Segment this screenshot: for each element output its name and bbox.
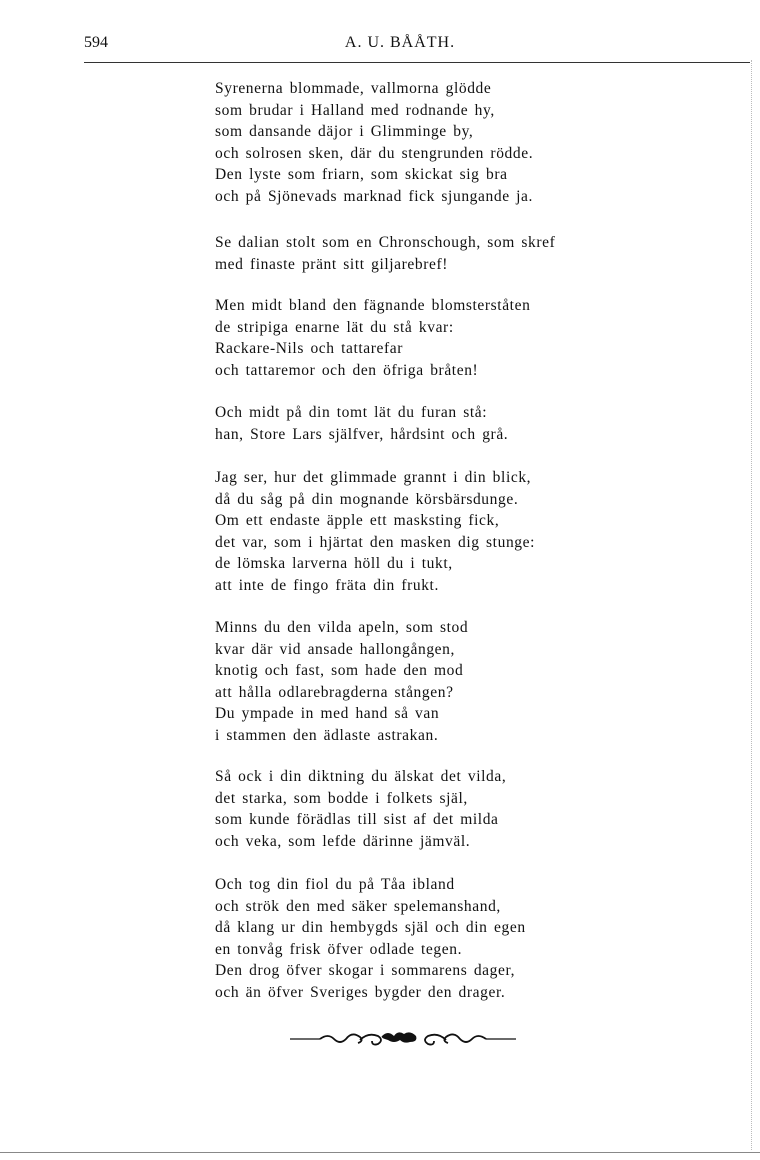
poem-line: han, Store Lars själfver, hårdsint och grå. [215,425,509,443]
poem-line: att inte de fingo fräta din frukt. [215,576,439,594]
poem-line: och tattaremor och den öfriga bråten! [215,361,479,379]
running-title: A. U. BÅÅTH. [344,34,456,51]
poem-line: då du såg på din mognande körsbärsdunge. [215,490,519,508]
poem-line: Men midt bland den fägnande blomsterståten [215,297,531,314]
poem-line: knotig och fast, som hade den mod [215,662,464,680]
poem-line: då klang ur din hembygds själ och din egen [215,919,526,937]
stanza [215,402,508,445]
scan-edge-right [751,60,752,1150]
stanza [215,874,526,1004]
poem-line: och strök den med säker spelemanshand, [215,897,501,915]
poem-line: det starka, som bodde i folkets själ, [215,789,468,807]
poem-line: i stammen den ädlaste astrakan. [215,726,439,744]
poem-line: det var, som i hjärtat den masken dig stunge: [215,533,536,551]
poem-line: Den lyste som friarn, som skickat sig bra [215,166,508,184]
poem-line: Minns du den vilda apeln, som stod [215,619,469,636]
poem-line: med finaste pränt sitt giljarebref! [215,255,449,273]
poem-line: Jag ser, hur det glimmade grannt i din blick, [215,469,532,486]
poem-line: och veka, som lefde därinne jämväl. [215,832,471,850]
ornament-divider [290,1028,516,1048]
poem-line: kvar där vid ansade hallongången, [215,640,455,658]
poem-line: och än öfver Sveriges bygder den drager. [215,983,506,1001]
poem-line: de stripiga enarne lät du stå kvar: [215,318,454,336]
poem-line: Och midt på din tomt lät du furan stå: [215,404,488,421]
stanza [215,617,468,747]
poem-line: Syrenerna blommade, vallmorna glödde [215,80,492,97]
poem-line: de lömska larverna höll du i tukt, [215,555,453,573]
page-number: 594 [84,34,108,51]
poem-line: Så ock i din diktning du älskat det vilda, [215,768,507,785]
stanza [215,78,533,208]
poem-line: Och tog din fiol du på Tåa ibland [215,876,455,893]
poem-line: en tonvåg frisk öfver odlade tegen. [215,940,463,958]
stanza [215,232,555,275]
poem-line: som kunde förädlas till sist af det milda [215,811,499,829]
stanza [215,766,506,852]
poem-line: Du ympade in med hand så van [215,705,440,723]
scan-edge-bottom [0,1152,760,1153]
stanza [215,467,535,597]
stanza [215,295,530,381]
poem-line: att hålla odlarebragderna stången? [215,683,454,701]
poem-line: som brudar i Halland med rodnande hy, [215,101,495,119]
poem-line: som dansande däjor i Glimminge by, [215,123,474,141]
header-rule [84,62,750,63]
poem-line: Se dalian stolt som en Chronschough, som skref [215,234,556,251]
poem-line: Rackare-Nils och tattarefar [215,340,404,358]
poem-line: Om ett endaste äpple ett masksting fick, [215,512,500,530]
poem-line: och på Sjönevads marknad fick sjungande ja. [215,187,534,205]
poem-line: Den drog öfver skogar i sommarens dager, [215,962,516,980]
poem-line: och solrosen sken, där du stengrunden rödde. [215,144,534,162]
